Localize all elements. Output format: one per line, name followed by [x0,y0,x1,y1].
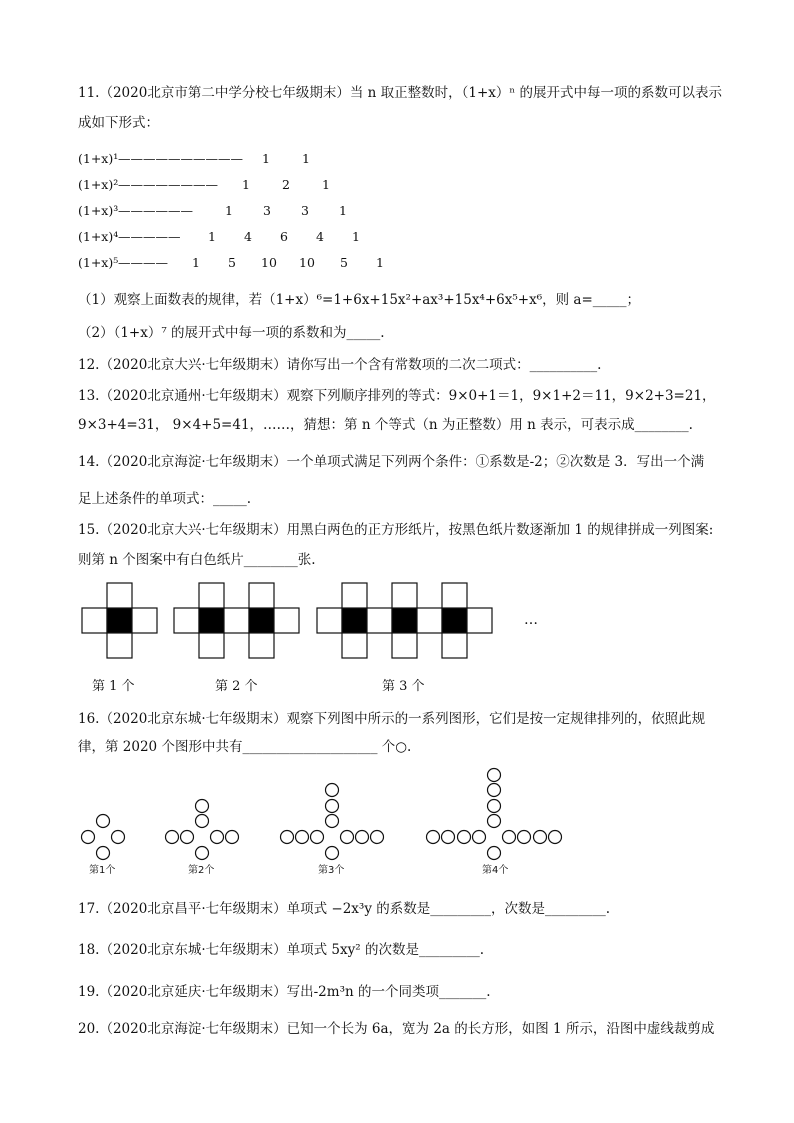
white-tile [317,608,342,633]
circle [326,815,339,828]
circle [341,831,354,844]
coef-row-lhs: (1+x)⁴ [78,229,119,244]
circle [97,847,110,860]
circle [281,831,294,844]
circle [488,769,501,782]
white-tile [199,583,224,608]
coef-value: 1 [352,229,360,244]
coef-value: 1 [208,229,216,244]
black-tile [107,608,132,633]
white-tile [392,633,417,658]
white-tile [107,633,132,658]
circle-figure-label-3: 第3个 [318,865,345,876]
q15-line2: 则第 n 个图案中有白色纸片________张. [78,552,316,568]
white-tile [224,608,249,633]
circle [226,831,239,844]
white-tile [342,583,367,608]
pattern-label-1: 第 1 个 [92,679,135,694]
coef-value: 1 [302,151,310,166]
circle [196,815,209,828]
white-tile [174,608,199,633]
circle [112,831,125,844]
circle [326,800,339,813]
q13-line1: 13.（2020北京通州·七年级期末）观察下列顺序排列的等式：9×0+1＝1，9×1+2＝11，9×2+3=21， [78,388,716,404]
circle [518,831,531,844]
coef-value: 4 [316,229,324,244]
q16-line1: 16.（2020北京东城·七年级期末）观察下列图中所示的一系列图形，它们是按一定规律排列的，依照此规 [78,711,706,727]
black-tile [392,608,417,633]
circle [97,815,110,828]
coef-value: 5 [228,255,236,270]
q11-sub2: （2）（1+x）⁷ 的展开式中每一项的系数和为_____. [78,325,385,341]
coef-value: 1 [225,203,233,218]
circle [549,831,562,844]
circle [196,800,209,813]
white-tile [442,633,467,658]
circle [427,831,440,844]
q11-line2: 成如下形式： [78,115,159,131]
white-tile [249,583,274,608]
coef-value: 3 [301,203,309,218]
q19-text: 19.（2020北京延庆·七年级期末）写出-2m³n 的一个同类项_______. [78,984,491,1000]
coef-value: 1 [376,255,384,270]
q18-text: 18.（2020北京东城·七年级期末）单项式 5xy² 的次数是_________. [78,942,484,958]
circle [503,831,516,844]
coef-row-dash: ————— [118,229,181,244]
coef-value: 3 [263,203,271,218]
circle [166,831,179,844]
pattern-label-2: 第 2 个 [215,679,258,694]
coef-row-lhs: (1+x)¹ [78,151,119,166]
coef-row-lhs: (1+x)³ [78,203,119,218]
circle [356,831,369,844]
circle [442,831,455,844]
white-tile [199,633,224,658]
circle-figure-label-4: 第4个 [482,865,509,876]
coef-value: 6 [280,229,288,244]
coef-value: 10 [299,255,315,270]
white-tile [442,583,467,608]
circle [488,784,501,797]
coef-value: 4 [244,229,252,244]
circle [326,784,339,797]
q17-text: 17.（2020北京昌平·七年级期末）单项式 −2x³y 的系数是_________，次数是_________. [78,901,611,917]
circle [296,831,309,844]
q20-text: 20.（2020北京海淀·七年级期末）已知一个长为 6a，宽为 2a 的长方形，如图 1 所示，沿图中虚线裁剪成 [78,1021,715,1037]
q16-line2: 律，第 2020 个图形中共有____________________ 个○. [78,739,412,755]
circle [82,831,95,844]
coef-value: 1 [339,203,347,218]
white-tile [342,633,367,658]
coef-value: 1 [242,177,250,192]
white-tile [249,633,274,658]
circle [196,847,209,860]
white-tile [367,608,392,633]
coef-value: 5 [340,255,348,270]
coef-value: 1 [322,177,330,192]
q14-line1: 14.（2020北京海淀·七年级期末）一个单项式满足下列两个条件：①系数是-2；②次数是 3．写出一个满 [78,454,705,470]
q13-line2: 9×3+4=31， 9×4+5=41，……，猜想：第 n 个等式（n 为正整数）用 n 表示，可表示成________. [78,417,693,433]
white-tile [467,608,492,633]
coef-row-dash: —————— [118,203,193,218]
coef-value: 2 [282,177,290,192]
white-tile [417,608,442,633]
circle [488,847,501,860]
q11-sub1: （1）观察上面数表的规律，若（1+x）⁶=1+6x+15x²+ax³+15x⁴+6x⁵+x⁶，则 a=_____； [78,292,641,308]
coef-row-lhs: (1+x)⁵ [78,255,119,270]
pattern-ellipsis: … [524,612,538,628]
coef-row-dash: ———————— [118,177,218,192]
white-tile [82,608,107,633]
black-tile [342,608,367,633]
circle [534,831,547,844]
circle [371,831,384,844]
coef-row-lhs: (1+x)² [78,177,119,192]
black-tile [442,608,467,633]
circle [458,831,471,844]
q14-line2: 足上述条件的单项式：_____. [78,491,252,507]
circle-figure-label-1: 第1个 [89,865,116,876]
circle [311,831,324,844]
circle [488,815,501,828]
coef-value: 1 [262,151,270,166]
q15-line1: 15.（2020北京大兴·七年级期末）用黑白两色的正方形纸片，按黑色纸片数逐渐加 1 的规律拼成一列图案: [78,522,714,538]
white-tile [132,608,157,633]
black-tile [199,608,224,633]
circle [181,831,194,844]
circle-figure-label-2: 第2个 [188,865,215,876]
white-tile [107,583,132,608]
pattern-label-3: 第 3 个 [382,679,425,694]
circle [488,800,501,813]
coef-row-dash: ———— [118,255,168,270]
coef-value: 10 [261,255,277,270]
circle [473,831,486,844]
circle [211,831,224,844]
q12-text: 12.（2020北京大兴·七年级期末）请你写出一个含有常数项的二次二项式：__________. [78,357,602,373]
white-tile [274,608,299,633]
black-tile [249,608,274,633]
q11-line1: 11.（2020北京市第二中学分校七年级期末）当 n 取正整数时，（1+x）ⁿ 的展开式中每一项的系数可以表示 [78,85,722,101]
coef-row-dash: —————————— [118,151,243,166]
circle [326,847,339,860]
white-tile [392,583,417,608]
coef-value: 1 [192,255,200,270]
